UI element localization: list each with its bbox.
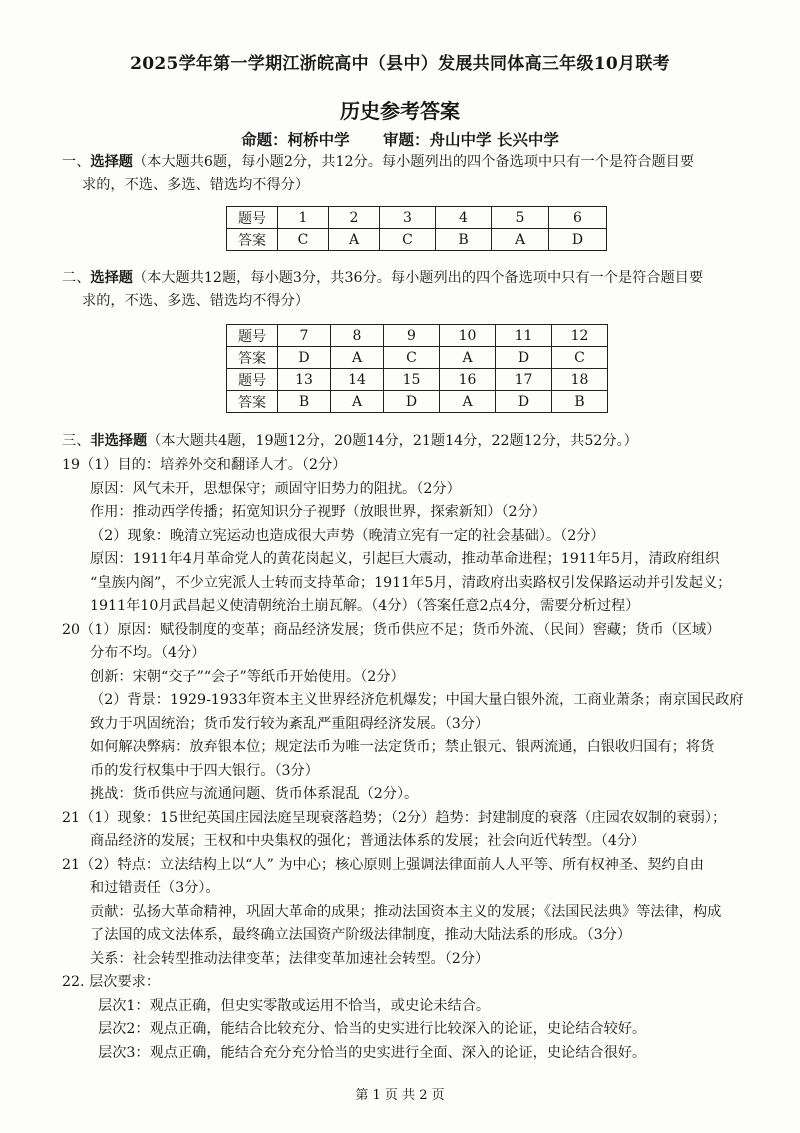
q20-line-3: 创新：宋朝“交子”“会子”等纸币开始使用。（2分） [90, 669, 405, 685]
page-number: 第 1 页 共 2 页 [355, 1088, 445, 1103]
table-cell: 8 [331, 325, 384, 347]
table-cell: 12 [552, 325, 608, 347]
q21-line-1: 21（1）现象：15世纪英国庄园法庭呈现衰落趋势；（2分）趋势：封建制度的衰落（庄园农奴制的衰弱）； [62, 810, 727, 826]
table-cell: 题号 [227, 369, 278, 391]
q21-line-7: 关系：社会转型推动法律变革；法律变革加速社会转型。（2分） [90, 951, 490, 967]
q21-line-4: 和过错责任（3分）。 [90, 880, 220, 896]
table-cell: A [331, 391, 384, 413]
table-cell: 5 [492, 207, 549, 229]
table-cell: 答案 [227, 229, 278, 251]
section-3-intro: 三、非选择题（本大题共4题，19题12分，20题14分，21题14分，22题12分，共52分。） [62, 433, 638, 449]
table-cell: D [496, 347, 552, 369]
table-cell: 题号 [227, 207, 278, 229]
table-cell: A [440, 391, 496, 413]
table-cell: 4 [436, 207, 492, 229]
table-row [227, 391, 608, 413]
table-cell: 13 [278, 369, 331, 391]
q19-line-3: 作用：推动西学传播；拓宽知识分子视野（放眼世界，探索新知）（2分） [90, 504, 546, 520]
table-cell: 答案 [227, 347, 278, 369]
table-cell: A [440, 347, 496, 369]
table-cell: D [496, 391, 552, 413]
author-line [0, 128, 800, 150]
table-cell: 2 [329, 207, 380, 229]
q22-level-2: 层次2：观点正确，能结合比较充分、恰当的史实进行比较深入的论证，史论结合较好。 [98, 1021, 647, 1037]
table-cell: 17 [496, 369, 552, 391]
table-cell: 11 [496, 325, 552, 347]
q21-line-6: 了法国的成文法体系，最终确立法国资产阶级法律制度，推动大陆法系的形成。（3分） [90, 927, 632, 943]
table-row [227, 369, 608, 391]
section-1-intro-cont: 求的，不选、多选、错选均不得分） [82, 177, 310, 193]
exam-title: 2025学年第一学期江浙皖高中（县中）发展共同体高三年级10月联考 [130, 54, 670, 74]
table-cell: 答案 [227, 391, 278, 413]
q22-line-1: 22. 层次要求： [62, 974, 161, 990]
reviewer-label: 审题：舟山中学 长兴中学 [383, 130, 559, 149]
table-cell: 14 [331, 369, 384, 391]
section-2-intro-cont: 求的，不选、多选、错选均不得分） [82, 293, 310, 309]
q19-line-5: 原因：1911年4月革命党人的黄花岗起义，引起巨大震动，推动革命进程；1911年5月，清政府组织 [90, 551, 720, 567]
table-cell: A [329, 229, 380, 251]
table-cell: D [384, 391, 440, 413]
table-cell: 题号 [227, 325, 278, 347]
table-cell: D [549, 229, 607, 251]
q20-line-7: 币的发行权集中于四大银行。（3分） [90, 763, 319, 779]
q20-line-6: 如何解决弊病：放弃银本位；规定法币为唯一法定货币；禁止银元、银两流通，白银收归国有；将货 [90, 739, 715, 755]
q21-line-5: 贡献：弘扬大革命精神，巩固大革命的成果；推动法国资本主义的发展；《法国民法典》等法律，构成 [90, 904, 722, 920]
answer-table-1 [226, 206, 607, 251]
table-cell: C [384, 347, 440, 369]
table-cell: C [552, 347, 608, 369]
table-cell: A [492, 229, 549, 251]
table-cell: B [278, 391, 331, 413]
table-cell: B [552, 391, 608, 413]
table-cell: 10 [440, 325, 496, 347]
q22-level-1: 层次1：观点正确，但史实零散或运用不恰当，或史论未结合。 [98, 998, 491, 1014]
q19-line-6: “皇族内阁”，不少立宪派人士转而支持革命；1911年5月，清政府出卖路权引发保路运动并引发起义； [90, 575, 732, 591]
q20-line-1: 20（1）原因：赋役制度的变革；商品经济发展；货币供应不足；货币外流、（民间）窖藏；货币（区域） [62, 622, 721, 638]
q19-line-7: 1911年10月武昌起义使清朝统治土崩瓦解。（4分）（答案任意2点4分，需要分析过程） [90, 598, 640, 614]
table-cell: 15 [384, 369, 440, 391]
q20-line-5: 致力于巩固统治；货币发行较为紊乱严重阻碍经济发展。（3分） [90, 716, 490, 732]
q20-line-4: （2）背景：1929-1933年资本主义世界经济危机爆发；中国大量白银外流，工商业萧条；南京国民政府 [90, 692, 744, 708]
q21-line-2: 商品经济的发展；王权和中央集权的强化；普通法体系的发展；社会向近代转型。（4分） [90, 833, 646, 849]
table-cell: 18 [552, 369, 608, 391]
table-cell: C [380, 229, 436, 251]
table-cell: 9 [384, 325, 440, 347]
table-cell: D [278, 347, 331, 369]
table-row [227, 229, 607, 251]
table-cell: A [331, 347, 384, 369]
section-2-intro: 二、选择题（本大题共12题，每小题3分，共36分。每小题列出的四个备选项中只有一个是符合题目要 [62, 270, 704, 286]
q21-line-3: 21（2）特点：立法结构上以“人” 为中心；核心原则上强调法律面前人人平等、所有权神圣、契约自由 [62, 857, 704, 873]
setter-label: 命题：柯桥中学 [241, 130, 350, 149]
page-title: 历史参考答案 [340, 99, 460, 123]
q19-line-2: 原因：风气未开，思想保守；顽固守旧势力的阻扰。（2分） [90, 481, 461, 497]
table-cell: B [436, 229, 492, 251]
table-row [227, 347, 608, 369]
table-cell: 6 [549, 207, 607, 229]
table-cell: 7 [278, 325, 331, 347]
table-cell: 1 [278, 207, 329, 229]
table-row [227, 325, 608, 347]
q20-line-2: 分布不均。（4分） [90, 645, 206, 661]
table-cell: C [278, 229, 329, 251]
q22-level-3: 层次3：观点正确，能结合充分充分恰当的史实进行全面、深入的论证，史论结合很好。 [98, 1045, 647, 1061]
table-row [227, 207, 607, 229]
table-cell: 3 [380, 207, 436, 229]
table-cell: 16 [440, 369, 496, 391]
q19-line-1: 19（1）目的：培养外交和翻译人才。（2分） [62, 457, 347, 473]
section-1-intro: 一、选择题（本大题共6题，每小题2分，共12分。每小题列出的四个备选项中只有一个是符合题目要 [62, 154, 695, 170]
q20-line-8: 挑战：货币供应与流通问题、货币体系混乱（2分）。 [90, 786, 419, 802]
answer-table-2 [226, 324, 608, 413]
q19-line-4: （2）现象：晚清立宪运动也造成很大声势（晚清立宪有一定的社会基础）。（2分） [90, 528, 605, 544]
